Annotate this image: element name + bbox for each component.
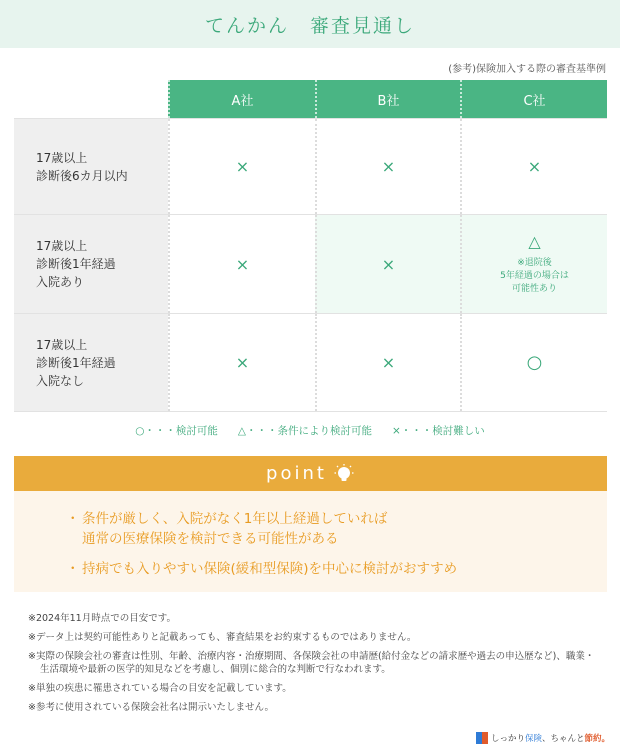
title-bar bbox=[0, 0, 620, 48]
table-row bbox=[14, 118, 607, 214]
cross-mark: × bbox=[235, 157, 250, 176]
column-header-a: A社 bbox=[168, 80, 315, 118]
legend bbox=[0, 423, 620, 438]
point-item: ・ 条件が厳しく、入院がなく1年以上経過していれば 通常の医療保険を検討できる可能性がある bbox=[70, 509, 607, 549]
table-row bbox=[14, 214, 607, 313]
row-label: 17歳以上 診断後1年経過 入院あり bbox=[14, 215, 168, 313]
mark-cell bbox=[315, 314, 460, 411]
legend-item-conditional: △・・・条件により検討可能 bbox=[237, 425, 372, 437]
mark-cell bbox=[460, 119, 607, 214]
footnote: ※単独の疾患に罹患されている場合の目安を記載しています。 bbox=[28, 683, 292, 694]
footnote: ※参考に使用されている保険会社名は開示いたしません。 bbox=[28, 702, 275, 713]
footnote: ※実際の保険会社の審査は性別、年齢、治療内容・治療期間、各保険会社の申請歴(給付金などの請求歴や過去の申込歴など)、職業・生活環境や最新の医学的知見などを考慮し、個別に総合的な判断で行なわれます。 bbox=[28, 651, 595, 675]
mark-cell bbox=[315, 215, 460, 313]
brand-logo-icon bbox=[476, 732, 488, 744]
reference-note: (参考)保険加入する際の審査基準例 bbox=[448, 64, 606, 75]
mark-cell-highlighted bbox=[460, 215, 607, 313]
footnotes bbox=[28, 612, 598, 720]
footnote: ※データ上は契約可能性ありと記載あっても、審査結果をお約束するものではありません。 bbox=[28, 632, 417, 643]
mark-cell bbox=[168, 119, 315, 214]
table-bottom-border bbox=[14, 411, 607, 412]
row-label: 17歳以上 診断後6カ月以内 bbox=[14, 119, 168, 214]
point-box bbox=[14, 456, 607, 592]
mark-cell bbox=[460, 314, 607, 411]
cross-mark: × bbox=[235, 353, 250, 372]
legend-item-difficult: ×・・・検討難しい bbox=[391, 425, 485, 437]
point-heading: point bbox=[266, 463, 327, 484]
lightbulb-icon bbox=[333, 463, 355, 485]
row-label: 17歳以上 診断後1年経過 入院なし bbox=[14, 314, 168, 411]
point-header bbox=[14, 456, 607, 491]
cross-mark: × bbox=[527, 157, 542, 176]
column-header-b: B社 bbox=[315, 80, 460, 118]
column-header-c: C社 bbox=[460, 80, 607, 118]
brand-logo bbox=[476, 732, 610, 744]
condition-note: ※退院後 5年経過の場合は 可能性あり bbox=[500, 258, 569, 294]
circle-mark: ○ bbox=[526, 352, 543, 373]
table-header-row bbox=[14, 80, 607, 118]
point-list bbox=[14, 491, 607, 579]
mark-cell bbox=[168, 314, 315, 411]
mark-cell bbox=[168, 215, 315, 313]
cross-mark: × bbox=[381, 353, 396, 372]
cross-mark: × bbox=[381, 157, 396, 176]
screening-table bbox=[14, 80, 607, 412]
cross-mark: × bbox=[381, 254, 396, 274]
legend-item-possible: ○・・・検討可能 bbox=[135, 425, 218, 437]
footnote: ※2024年11月時点での目安です。 bbox=[28, 613, 176, 624]
page-title: てんかん 審査見通し bbox=[204, 14, 415, 37]
point-item: ・ 持病でも入りやすい保険(緩和型保険)を中心に検討がおすすめ bbox=[70, 559, 607, 579]
header-corner bbox=[14, 80, 168, 118]
table-row bbox=[14, 313, 607, 411]
mark-cell bbox=[315, 119, 460, 214]
cross-mark: × bbox=[235, 254, 250, 274]
brand-text: しっかり保険、ちゃんと節約。 bbox=[490, 734, 610, 744]
triangle-mark: △ bbox=[528, 232, 541, 251]
